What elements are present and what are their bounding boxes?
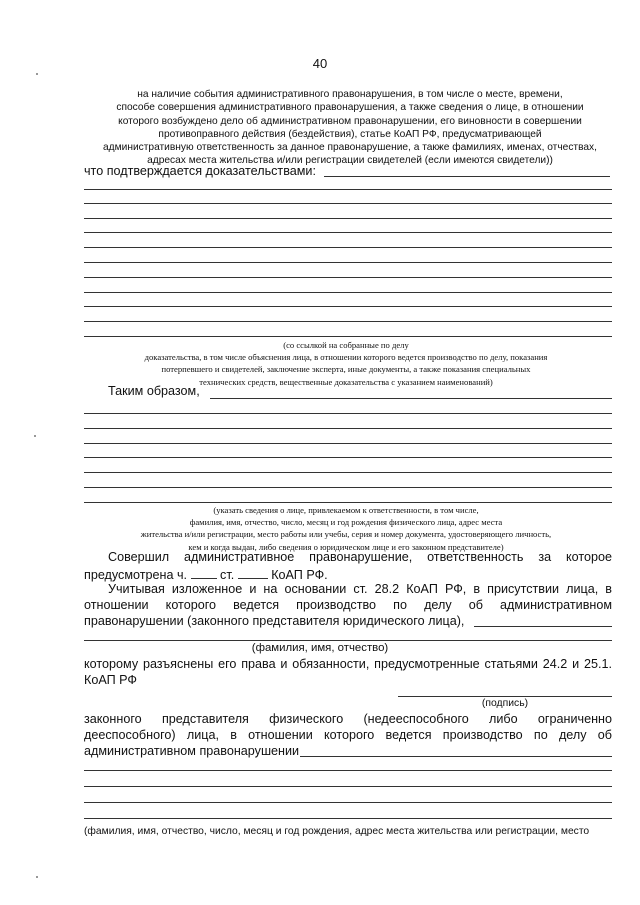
article-number-field[interactable] <box>238 566 268 579</box>
thus-blank-line[interactable] <box>84 487 612 488</box>
signature-line[interactable] <box>398 696 612 697</box>
thus-label: Таким образом, <box>108 384 200 398</box>
committed-part-c: КоАП РФ. <box>271 568 328 582</box>
legal-rep-line-3: административном правонарушении <box>84 744 300 758</box>
legal-rep-blank-line[interactable] <box>84 818 612 819</box>
evidence-blank-line[interactable] <box>84 247 612 248</box>
evidence-blank-line[interactable] <box>84 292 612 293</box>
committed-line-1: Совершил административное правонарушение, ответственность за которое <box>108 550 612 564</box>
legal-rep-blank-line[interactable] <box>84 770 612 771</box>
bottom-caption: (фамилия, имя, отчество, число, месяц и год рождения, адрес места жительства или регистрации, место <box>84 826 590 837</box>
evidence-blank-line[interactable] <box>84 306 612 307</box>
thus-blank-line[interactable] <box>84 428 612 429</box>
evidence-blank-line[interactable] <box>84 232 612 233</box>
legal-rep-line-2: дееспособного) лица, в отношении которого ведется производство по делу об <box>84 728 612 742</box>
representative-fill-line[interactable] <box>474 626 612 627</box>
scan-speck <box>34 435 36 437</box>
thus-blank-line[interactable] <box>84 443 612 444</box>
committed-part-a: предусмотрена ч. <box>84 568 188 582</box>
evidence-blank-line[interactable] <box>84 277 612 278</box>
scan-speck <box>36 876 38 878</box>
legal-rep-blank-line[interactable] <box>84 786 612 787</box>
thus-blank-line[interactable] <box>84 502 612 503</box>
explained-line-2: КоАП РФ <box>84 673 137 687</box>
evidence-caption: (со ссылкой на собранные по делу доказательства, в том числе объяснения лица, в отношении которого ведется производство по делу, показания потерпевшего и свидетелей, заключение эксперта, иные документы, а также показания специальных технических средств, вещественные доказательства с указанием наименований) <box>144 340 548 387</box>
scan-speck <box>36 73 38 75</box>
evidence-fill-line[interactable] <box>324 176 610 177</box>
evidence-blank-line[interactable] <box>84 203 612 204</box>
considering-line-2: отношении которого ведется производство по делу об административном <box>84 598 612 612</box>
thus-caption: (указать сведения о лице, привлекаемом к ответственности, в том числе, фамилия, имя, отчество, число, месяц и год рождения физического лица, адрес места жительства и/или регистрации, место работы или учебы, серия и номер документа, удостоверяющего личность, кем и когда выдан, либо сведения о юридическом лице и его законном представителе) <box>140 505 552 552</box>
part-number-field[interactable] <box>191 566 217 579</box>
legal-rep-blank-line[interactable] <box>84 802 612 803</box>
committed-part-b: ст. <box>220 568 235 582</box>
considering-line-1: Учитывая изложенное и на основании ст. 28.2 КоАП РФ, в присутствии лица, в <box>108 582 612 596</box>
evidence-label <box>84 164 316 180</box>
evidence-blank-line[interactable] <box>84 262 612 263</box>
thus-blank-line[interactable] <box>84 472 612 473</box>
fio-caption: (фамилия, имя, отчество) <box>251 642 389 654</box>
considering-line-3: правонарушении (законного представителя юридического лица), <box>84 614 465 628</box>
explained-line-1: которому разъяснены его права и обязанности, предусмотренные статьями 24.2 и 25.1. <box>84 657 612 671</box>
page-number: 40 <box>312 56 328 71</box>
top-note: на наличие события административного правонарушения, в том числе о месте, времени, способе совершения административного правонарушения, а также сведения о лице, в отношении которого возбуждено дело об административном правонарушении, его виновности в совершении противоправного действия (бездействия), статье КоАП РФ, предусматривающей административную ответственность за данное правонарушение, а также фамилиях, именах, отчествах, адресах места жительства и/или регистрации свидетелей (если имеются свидетели)) <box>103 89 597 167</box>
evidence-blank-line[interactable] <box>84 218 612 219</box>
signature-caption: (подпись) <box>481 698 529 709</box>
thus-fill-line[interactable] <box>210 398 612 399</box>
evidence-blank-line[interactable] <box>84 336 612 337</box>
evidence-blank-line[interactable] <box>84 321 612 322</box>
evidence-blank-line[interactable] <box>84 189 612 190</box>
thus-blank-line[interactable] <box>84 413 612 414</box>
legal-rep-line-1: законного представителя физического (недееспособного либо ограниченно <box>84 712 612 726</box>
committed-line-2 <box>84 566 328 584</box>
thus-blank-line[interactable] <box>84 457 612 458</box>
evidence-label-text: что подтверждается доказательствами: <box>84 164 316 178</box>
legal-rep-fill-line[interactable] <box>300 756 612 757</box>
